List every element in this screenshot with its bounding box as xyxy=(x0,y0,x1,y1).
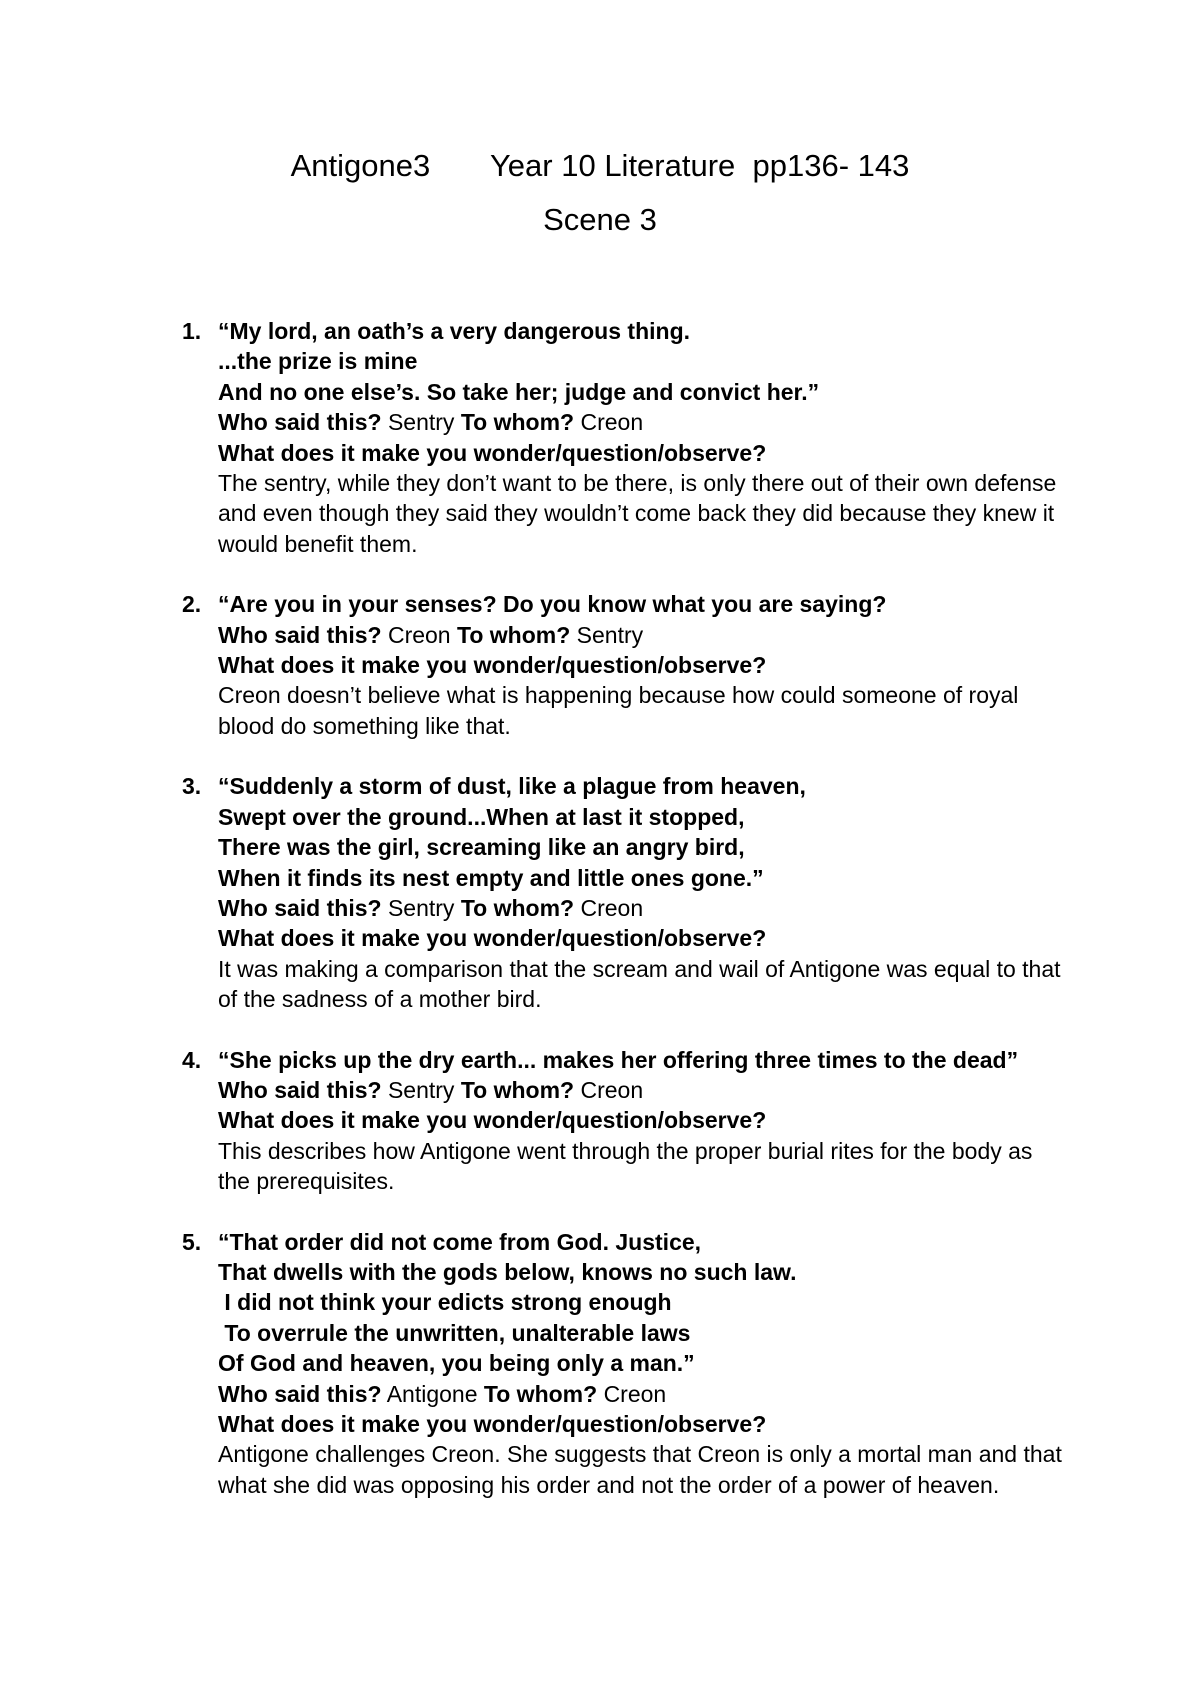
question-number: 5. xyxy=(182,1228,202,1255)
quote-line: Of God and heaven, you being only a man.” xyxy=(218,1350,695,1377)
quote-line: And no one else’s. So take her; judge and convict her.” xyxy=(218,378,820,405)
page-title: Antigone3 Year 10 Literature pp136- 143 xyxy=(290,148,910,183)
speaker-line xyxy=(218,407,1062,437)
speaker-value: Sentry xyxy=(387,1076,455,1103)
answer-text: The sentry, while they don’t want to be there, is only there out of their own defense and even though they said they wouldn’t come back they did because they knew it would benefit them. xyxy=(218,470,1057,557)
to-whom-label: To whom? xyxy=(483,1380,598,1407)
question-item xyxy=(182,1227,1062,1501)
quote-line: To overrule the unwritten, unalterable laws xyxy=(218,1319,691,1346)
answer-text: This describes how Antigone went through the proper burial rites for the body as the prerequisites. xyxy=(218,1137,1033,1195)
speaker-line xyxy=(218,893,1062,923)
quote-line: ...the prize is mine xyxy=(218,348,418,375)
prompt-label: What does it make you wonder/question/observe? xyxy=(218,1411,767,1437)
quote-line: Swept over the ground...When at last it stopped, xyxy=(218,803,745,830)
question-item xyxy=(182,589,1062,741)
speaker-line xyxy=(218,1075,1062,1105)
question-number: 1. xyxy=(182,318,202,344)
question-item xyxy=(182,1045,1062,1197)
quote-line: I did not think your edicts strong enough xyxy=(218,1289,672,1316)
quote-line: “Suddenly a storm of dust, like a plague from heaven, xyxy=(218,773,806,800)
who-said-label: Who said this? xyxy=(218,1076,382,1103)
listener-value: Creon xyxy=(603,1380,667,1407)
question-number: 4. xyxy=(182,1046,202,1073)
question-list xyxy=(182,316,1062,1530)
who-said-label: Who said this? xyxy=(218,409,382,436)
speaker-value: Sentry xyxy=(387,409,455,436)
quote-line: That dwells with the gods below, knows no such law. xyxy=(218,1258,797,1285)
quote-line: When it finds its nest empty and little ones gone.” xyxy=(218,864,764,891)
answer-text: Antigone challenges Creon. She suggests that Creon is only a mortal man and that what she did was opposing his order and not the order of a power of heaven. xyxy=(218,1441,1062,1498)
listener-value: Creon xyxy=(580,409,644,436)
speaker-line xyxy=(218,620,1062,650)
quote-line: “My lord, an oath’s a very dangerous thing. xyxy=(218,318,691,344)
speaker-value: Antigone xyxy=(386,1380,478,1407)
listener-value: Creon xyxy=(580,894,644,921)
quote-line: “Are you in your senses? Do you know what you are saying? xyxy=(218,591,887,618)
quote-line: There was the girl, screaming like an angry bird, xyxy=(218,834,745,861)
prompt-label: What does it make you wonder/question/observe? xyxy=(218,652,767,679)
quote-line: “That order did not come from God. Justice, xyxy=(218,1228,702,1255)
prompt-label: What does it make you wonder/question/observe? xyxy=(218,439,767,466)
prompt-label: What does it make you wonder/question/observe? xyxy=(218,1107,767,1134)
listener-value: Sentry xyxy=(576,621,644,648)
to-whom-label: To whom? xyxy=(457,621,571,648)
listener-value: Creon xyxy=(580,1076,644,1103)
to-whom-label: To whom? xyxy=(460,409,575,436)
question-number: 2. xyxy=(182,591,202,618)
who-said-label: Who said this? xyxy=(218,621,382,648)
page-subtitle: Scene 3 xyxy=(543,202,657,237)
question-item xyxy=(182,316,1062,559)
who-said-label: Who said this? xyxy=(218,894,382,921)
question-item xyxy=(182,771,1062,1014)
prompt-label: What does it make you wonder/question/observe? xyxy=(218,925,767,952)
answer-text: Creon doesn’t believe what is happening because how could someone of royal blood do something like that. xyxy=(218,682,1019,739)
to-whom-label: To whom? xyxy=(460,894,575,921)
quote-line: “She picks up the dry earth... makes her offering three times to the dead” xyxy=(218,1046,1019,1073)
who-said-label: Who said this? xyxy=(218,1380,382,1407)
speaker-value: Creon xyxy=(387,621,451,648)
question-number: 3. xyxy=(182,773,202,800)
speaker-value: Sentry xyxy=(387,894,455,921)
speaker-line xyxy=(218,1379,1062,1409)
to-whom-label: To whom? xyxy=(460,1076,575,1103)
answer-text: It was making a comparison that the scream and wail of Antigone was equal to that of the sadness of a mother bird. xyxy=(218,955,1061,1013)
